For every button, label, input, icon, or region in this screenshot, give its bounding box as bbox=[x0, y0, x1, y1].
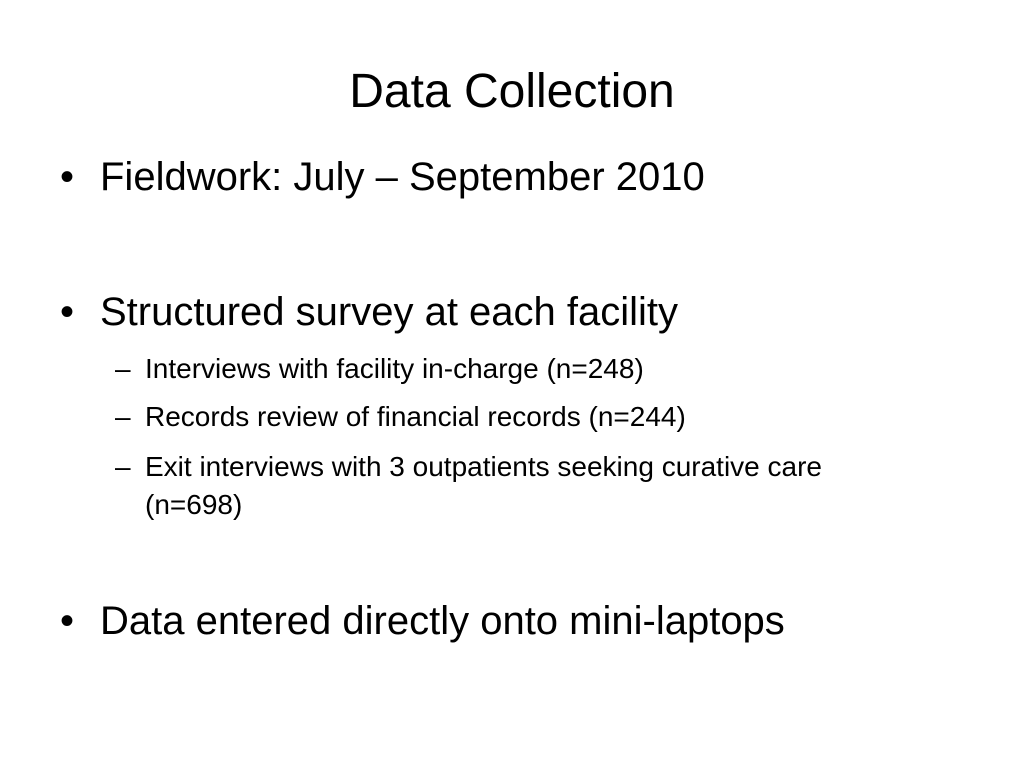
bullet-text: Structured survey at each facility bbox=[100, 290, 679, 334]
sub-bullet-text: Interviews with facility in-charge (n=248) bbox=[145, 353, 644, 384]
bullet-marker: • bbox=[60, 290, 75, 334]
sub-bullet-marker: – bbox=[115, 451, 131, 482]
sub-bullet-text: Records review of financial records (n=244) bbox=[145, 401, 686, 432]
sub-bullet-marker: – bbox=[115, 401, 131, 432]
bullet-marker: • bbox=[60, 155, 75, 199]
slide-title: Data Collection bbox=[349, 65, 675, 118]
bullet-item-fieldwork bbox=[60, 153, 705, 201]
sub-bullet-item-interviews bbox=[115, 350, 925, 388]
sub-bullet-item-exit-interviews bbox=[115, 448, 925, 524]
bullet-text: Fieldwork: July – September 2010 bbox=[100, 155, 705, 199]
sub-bullet-marker: – bbox=[115, 353, 131, 384]
sub-bullet-text: Exit interviews with 3 outpatients seeking curative care (n=698) bbox=[145, 451, 822, 520]
bullet-item-survey bbox=[60, 288, 678, 336]
bullet-marker: • bbox=[60, 599, 75, 643]
sub-bullet-item-records bbox=[115, 398, 925, 436]
bullet-item-data-entry bbox=[60, 597, 785, 645]
bullet-text: Data entered directly onto mini-laptops bbox=[100, 599, 785, 643]
